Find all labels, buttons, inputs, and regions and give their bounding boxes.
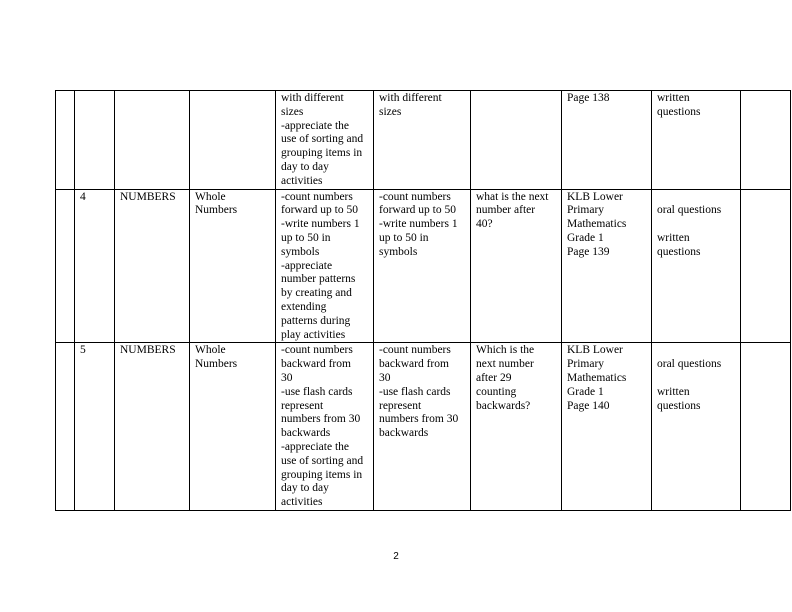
text-line: Mathematics [567, 218, 627, 231]
text-line: up to 50 in [281, 231, 331, 244]
text-line: number after [476, 204, 536, 217]
text-line: use of sorting and [281, 133, 364, 146]
remarks-cell [741, 91, 791, 190]
text-line: use of sorting and [281, 454, 364, 467]
text-line: grouping items in [281, 147, 363, 160]
learning-experiences-cell [374, 91, 471, 190]
text-line: backward from [281, 358, 351, 371]
learning-experiences-cell [374, 343, 471, 511]
text-line: -count numbers [379, 344, 451, 357]
text-line: play activities [281, 328, 346, 341]
page-number: 2 [393, 551, 399, 562]
lesson-cell [75, 189, 115, 343]
text-line: -appreciate the [281, 440, 349, 453]
text-line: forward up to 50 [379, 204, 456, 217]
text-line: -count numbers [281, 344, 353, 357]
text-line: -appreciate the [281, 119, 349, 132]
learning-experiences-cell [374, 189, 471, 343]
spacer [657, 191, 735, 205]
text-line: symbols [379, 245, 418, 258]
strand-cell [115, 91, 190, 190]
text-line: by creating and [281, 287, 352, 300]
text-line: numbers from 30 [379, 413, 459, 426]
text-line: with different [379, 92, 442, 104]
resources-cell [562, 343, 652, 511]
lesson-cell [75, 343, 115, 511]
week-cell [56, 91, 75, 190]
text-line: day to day [281, 160, 329, 173]
inquiry-question-cell [471, 91, 562, 190]
text-line: Grade 1 [567, 231, 604, 244]
text-line: -use flash cards [379, 385, 451, 398]
text-line: KLB Lower [567, 344, 623, 357]
learning-outcomes-cell [276, 91, 374, 190]
assessment-cell [652, 343, 741, 511]
text-line: activities [281, 496, 323, 509]
text-line: oral questions [657, 204, 722, 217]
text-line: written [657, 231, 690, 244]
remarks-cell [741, 343, 791, 511]
text-line: questions [657, 105, 701, 118]
text-line: Whole [195, 190, 226, 203]
lesson-cell [75, 91, 115, 190]
text-line: after 29 [476, 371, 512, 384]
sub-strand-cell [190, 91, 276, 190]
text-line: backwards [281, 427, 331, 440]
text-line: numbers from 30 [281, 413, 361, 426]
text-line: what is the next [476, 190, 549, 203]
text-line: 40? [476, 218, 493, 231]
text-line: counting [476, 385, 517, 398]
strand-name: NUMBERS [120, 190, 176, 203]
text-line: forward up to 50 [281, 204, 358, 217]
remarks-cell [741, 189, 791, 343]
text-line: with different [281, 92, 344, 104]
spacer [657, 218, 735, 232]
text-line: extending [281, 300, 327, 313]
text-line: day to day [281, 482, 329, 495]
assessment-cell [652, 189, 741, 343]
text-line: -appreciate [281, 259, 333, 272]
table-row [56, 189, 791, 343]
text-line: Which is the [476, 344, 535, 357]
text-line: patterns during [281, 314, 351, 327]
sub-strand-cell [190, 189, 276, 343]
text-line: sizes [281, 105, 304, 118]
sub-strand-cell [190, 343, 276, 511]
inquiry-question-cell [471, 189, 562, 343]
resources-cell [562, 189, 652, 343]
text-line: Primary [567, 358, 605, 371]
text-line: -write numbers 1 [281, 218, 360, 231]
text-line: Grade 1 [567, 385, 604, 398]
text-line: backward from [379, 358, 449, 371]
text-line: KLB Lower [567, 190, 623, 203]
text-line: Page 139 [567, 245, 610, 258]
text-line: -count numbers [281, 190, 353, 203]
text-line: questions [657, 399, 701, 412]
spacer [657, 372, 735, 386]
lesson-number: 4 [80, 190, 86, 203]
text-line: activities [281, 174, 323, 187]
text-line: Mathematics [567, 371, 627, 384]
text-line: Page 138 [567, 92, 610, 104]
text-line: questions [657, 245, 701, 258]
text-line: up to 50 in [379, 231, 429, 244]
text-line: written [657, 92, 690, 104]
inquiry-question-cell [471, 343, 562, 511]
text-line: Page 140 [567, 399, 610, 412]
strand-cell [115, 343, 190, 511]
scheme-of-work-table [55, 90, 791, 511]
text-line: sizes [379, 105, 402, 118]
text-line: Numbers [195, 358, 238, 371]
text-line: written [657, 385, 690, 398]
learning-outcomes-cell [276, 189, 374, 343]
lesson-number: 5 [80, 344, 86, 357]
table-row [56, 91, 791, 190]
text-line: 30 [281, 371, 293, 384]
assessment-cell [652, 91, 741, 190]
text-line: number patterns [281, 273, 356, 286]
text-line: Numbers [195, 204, 238, 217]
text-line: oral questions [657, 358, 722, 371]
text-line: grouping items in [281, 468, 363, 481]
text-line: represent [281, 399, 324, 412]
text-line: represent [379, 399, 422, 412]
spacer [657, 344, 735, 358]
strand-cell [115, 189, 190, 343]
learning-outcomes-cell [276, 343, 374, 511]
strand-name: NUMBERS [120, 344, 176, 357]
text-line: -count numbers [379, 190, 451, 203]
week-cell [56, 189, 75, 343]
table-row [56, 343, 791, 511]
text-line: 30 [379, 371, 391, 384]
text-line: symbols [281, 245, 320, 258]
text-line: backwards? [476, 399, 531, 412]
text-line: Whole [195, 344, 226, 357]
text-line: -write numbers 1 [379, 218, 458, 231]
text-line: -use flash cards [281, 385, 353, 398]
text-line: Primary [567, 204, 605, 217]
text-line: backwards [379, 427, 429, 440]
week-cell [56, 343, 75, 511]
resources-cell [562, 91, 652, 190]
text-line: next number [476, 358, 534, 371]
